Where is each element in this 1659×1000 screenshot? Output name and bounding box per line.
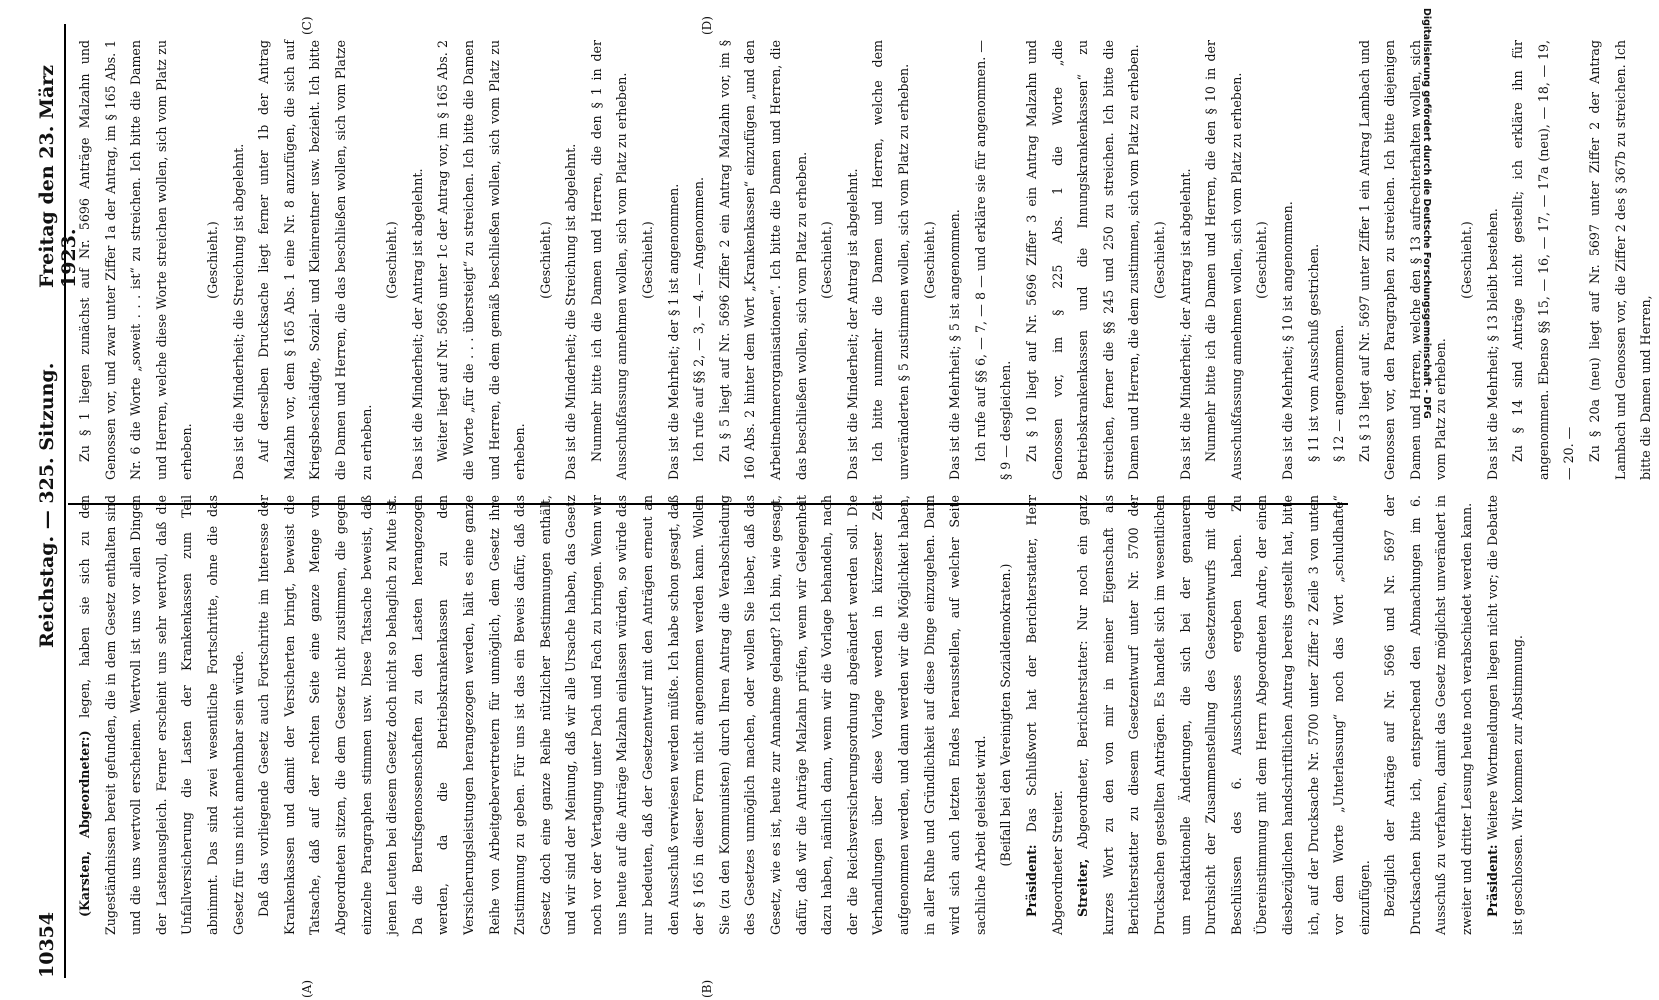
paragraph-text: Ich bitte nunmehr die Damen und Herren, welche dem unveränderten § 5 zustimmen wollen, sich vom Platz zu erheben. xyxy=(870,40,911,480)
speaker-name: Streiter, xyxy=(1075,858,1091,917)
paragraph-text: Zu § 20a (neu) liegt auf Nr. 5697 unter Ziffer 2 der Antrag Lambach und Genossen vor, die Ziffer 2 des § 367b zu streichen. Ich bitte die Damen und Herren, xyxy=(1587,40,1654,480)
paragraph xyxy=(865,40,916,480)
stage-direction: (Geschieht.) xyxy=(204,221,220,299)
paragraph-text: Nunmehr bitte ich die Damen und Herren, die den § 1 in der Ausschußfassung annehmen wollen, sich vom Platz zu erheben. xyxy=(588,40,630,480)
paragraph xyxy=(1480,495,1531,935)
stage-direction: (Geschieht.) xyxy=(537,221,553,299)
paragraph xyxy=(1301,40,1327,480)
result-line: Das ist die Mehrheit; § 10 ist angenommen. xyxy=(1279,201,1295,480)
stage-direction: (Geschieht.) xyxy=(921,221,937,299)
result-line: Das ist die Mehrheit; der § 1 ist angenommen. xyxy=(665,183,681,480)
paragraph-text: Ich rufe auf §§ 6, — 7, — 8 — und erkläre sie für angenommen. — § 9 — desgleichen. xyxy=(972,40,1014,480)
session-date: Freitag den 23. März 1923. xyxy=(36,64,80,288)
paragraph xyxy=(968,40,1019,480)
stage-direction: (Geschieht.) xyxy=(1254,221,1270,299)
page-number: 10354 xyxy=(36,911,58,978)
margin-mark-a: (A) xyxy=(300,979,314,998)
result-line: Das ist die Mehrheit; § 5 ist angenommen. xyxy=(947,209,963,480)
stage-direction: (Beifall bei den Vereinigten Sozialdemokraten.) xyxy=(998,563,1014,867)
paragraph-text: Nunmehr bitte ich die Damen und Herren, die den § 10 in der Ausschußfassung annehmen wollen, sich vom Platz zu erheben. xyxy=(1203,40,1244,480)
paragraph-text: Daß das vorliegende Gesetz auch Fortschritte im Interesse der Krankenkassen und damit der Versicherten bringt, beweist die Tatsache, daß auf der rechten Seite eine ganze Menge von Abgeordneten sitzen, die dem Gesetz nicht zustimmen, die gegen einzelne Paragraphen stimmen usw. Diese Tatsache beweist, daß jenen Leuten bei diesem Gesetz doch nicht so behaglich zu Mute ist. Da die Berufsgenossenschaften zu den Lasten herangezogen werden, da die Betriebskrankenkassen zu den Versicherungsleistungen herangezogen werden, hält es eine ganze Reihe von Arbeitgebervertretern für unmöglich, dem Gesetz ihre Zustimmung zu geben. Für uns ist das ein Beweis dafür, daß das Gesetz doch eine ganze Reihe nützlicher Bestimmungen enthält, und wir sind der Meinung, daß wir alle Ursache haben, das Gesetz noch vor der Vertagung unter Dach und Fach zu bringen. Wenn wir uns heute auf die Anträge Malzahn einlassen würden, so würde das nur bedeuten, daß der Gesetzentwurf mit den Anträgen erneut an den Ausschuß verwiesen werden müßte. Ich habe schon gesagt, daß der § 165 in dieser Form nicht angenommen werden kann. Wollen Sie (zu den Kommunisten) durch Ihren Antrag die Verabschiedung des Gesetzes unmöglich machen, oder wollen Sie lieber, daß das Gesetz, wie es ist, heute zur Annahme gelangt? Ich bin, wie gesagt, dafür, daß wir die Anträge Malzahn prüfen, wenn wir Gelegenheit dazu haben, nämlich dann, wenn wir die Vorlage behandeln, nach der die Reichsversicherungsordnung abgeändert werden soll. Die Verhandlungen über diese Vorlage werden in kürzester Zeit aufgenommen werden, und dann werden wir die Möglichkeit haben, in aller Ruhe und Gründlichkeit auf diese Dinge einzugehen. Dann wird sich auch letzten Endes herausstellen, auf welcher Seite sachliche Arbeit geleistet wird. xyxy=(256,495,988,935)
paragraph-text: Zu § 14 sind Anträge nicht gestellt; ich erkläre ihn für angenommen. Ebenso §§ 15, — 16, — 17, — 17a (neu), — 18, — 19, — 20. — xyxy=(1510,40,1577,480)
paragraph xyxy=(1070,495,1377,935)
paragraph-text: Auf derselben Drucksache liegt ferner unter 1b der Antrag Malzahn vor, dem § 165 Abs. 1 eine Nr. 8 anzufügen, die sich auf Kriegsbeschädigte, Sozial- und Kleinrentner usw. bezieht. Ich bitte die Damen und Herren, die das beschließen wollen, sich vom Platze zu erheben. xyxy=(256,40,374,480)
paragraph xyxy=(686,40,712,480)
paragraph-text: Zu § 1 liegen zunächst auf Nr. 5696 Anträge Malzahn und Genossen vor, und zwar unter Ziffer 1a der Antrag, im § 165 Abs. 1 Nr. 6 die Worte „soweit . . . ist“ zu streichen. Ich bitte die Damen und Herren, welche diese Worte streichen wollen, sich vom Platz zu erheben. xyxy=(77,40,195,480)
result-line: Das ist die Minderheit; die Streichung ist abgelehnt. xyxy=(563,143,579,480)
paragraph-text: Weiter liegt auf Nr. 5696 unter 1c der Antrag vor, im § 165 Abs. 2 die Worte „für die . . . übersteigt“ zu streichen. Ich bitte die Damen und Herren, die dem gemäß beschließen wollen, sich vom Platz zu erheben. xyxy=(435,40,528,480)
paragraph-text: § 11 ist vom Ausschuß gestrichen. xyxy=(1305,243,1321,462)
paragraph-text: Zu § 13 liegt auf Nr. 5697 unter Ziffer 1 ein Antrag Lambach und Genossen vor, den Paragraphen zu streichen. Ich bitte diejenigen Damen und Herren, welche den § 13 aufrechterhalten wollen, sich vom Platz zu erheben. xyxy=(1356,40,1449,480)
paragraph xyxy=(1582,40,1659,480)
paragraph-text: Das Schlußwort hat der Berichterstatter, Herr Abgeordneter Streiter. xyxy=(1023,495,1065,935)
paragraph-text: Zu § 10 liegt auf Nr. 5696 Ziffer 3 ein Antrag Malzahn und Genossen vor, im § 225 Abs. 1 die Worte „die Betriebskrankenkassen und die Innungskrankenkassen“ zu streichen, ferner die §§ 245 und 250 zu streichen. Ich bitte die Damen und Herren, die dem zustimmen, sich vom Platz zu erheben. xyxy=(1023,40,1142,480)
paragraph xyxy=(1198,40,1249,480)
paragraph xyxy=(430,40,532,480)
paragraph xyxy=(1019,40,1147,480)
speaker-name: Präsident: xyxy=(1484,844,1500,917)
paragraph xyxy=(1326,40,1352,480)
paragraph xyxy=(584,40,635,480)
paragraph-text: § 12 — angenommen. xyxy=(1331,324,1347,462)
paragraph xyxy=(72,40,200,480)
stage-direction: (Geschieht.) xyxy=(1459,221,1475,299)
digitization-credit xyxy=(1418,8,1432,988)
speaker-name: (Karsten, Abgeordneter:) xyxy=(77,730,92,917)
page-header xyxy=(34,24,80,978)
margin-mark-d: (D) xyxy=(700,16,714,35)
result-line: Das ist die Minderheit; der Antrag ist abgelehnt. xyxy=(409,168,425,480)
stage-direction: (Geschieht.) xyxy=(384,221,400,299)
result-line: Das ist die Minderheit; die Streichung ist abgelehnt. xyxy=(230,143,246,480)
session-title: Reichstag. — 325. Sitzung. xyxy=(36,362,58,648)
left-text-column xyxy=(72,495,1526,935)
stage-direction: (Geschieht.) xyxy=(640,221,656,299)
column-divider xyxy=(68,503,1348,505)
stage-direction: (Geschieht.) xyxy=(819,221,835,299)
margin-mark-c: (C) xyxy=(300,16,314,35)
paragraph-text: Bezüglich der Anträge auf Nr. 5696 und Nr. 5697 der Drucksachen bitte ich, entsprechend den Abmachungen im 6. Ausschuß zu verfahren, damit das Gesetz möglichst unverändert in zweiter und dritter Lesung heute noch verabschiedet werden kann. xyxy=(1382,495,1475,935)
margin-mark-b: (B) xyxy=(700,979,714,998)
paragraph-text: legen, haben sie sich zu den Zugeständnissen bereit gefunden, die in dem Gesetz enthalten sind und die uns wertvoll erscheinen. Wertvoll ist uns vor allen Dingen der Lastenausgleich. Ferner erscheint uns sehr wertvoll, daß die Unfallversicherung die Lasten der Krankenkassen zum Teil abnimmt. Das sind zwei wesentliche Fortschritte, ohne die das Gesetz für uns nicht annehmbar sein würde. xyxy=(77,495,246,935)
paragraph xyxy=(72,495,251,935)
paragraph-text: Abgeordneter, Berichterstatter: Nur noch ein ganz kurzes Wort zu den von mir in meiner Eigenschaft als Berichterstatter zu diesem Gesetzentwurf unter Nr. 5700 der Drucksachen gestellten Anträgen. Es handelt sich im wesentlichen um redaktionelle Änderungen, die sich bei der genaueren Durchsicht der Zusammenstellung des Gesetzentwurfs mit den Beschlüssen des 6. Ausschusses ergeben haben. Zu Übereinstimmung mit dem Herrn Abgeordneten Andre, der einen diesbezüglichen handschriftlichen Antrag bereits gestellt hat, bitte ich, auf der Drucksache Nr. 5700 unter Ziffer 2 Zeile 3 von unten vor dem Worte „Unterlassung“ noch das Wort „schuldhafte“ einzufügen. xyxy=(1075,495,1372,935)
result-line: Das ist die Mehrheit; § 13 bleibt bestehen. xyxy=(1484,208,1500,480)
paragraph xyxy=(1505,40,1582,480)
paragraph xyxy=(712,40,814,480)
paragraph xyxy=(1019,495,1070,935)
result-line: Das ist die Minderheit; der Antrag ist abgelehnt. xyxy=(844,168,860,480)
paragraph xyxy=(1352,40,1454,480)
credit-text: Digitalisierung gefördert durch die Deutsche Forschungsgemeinschaft - DFG xyxy=(1421,8,1432,419)
paragraph-text: Weitere Wortmeldungen liegen nicht vor; die Debatte ist geschlossen. Wir kommen zur Abstimmung. xyxy=(1484,495,1526,935)
speaker-name: Präsident: xyxy=(1023,844,1039,917)
paragraph xyxy=(251,495,993,935)
result-line: Das ist die Minderheit; der Antrag ist abgelehnt. xyxy=(1177,168,1193,480)
stage-direction: (Geschieht.) xyxy=(1151,221,1167,299)
paragraph-text: Zu § 5 liegt auf Nr. 5696 Ziffer 2 ein Antrag Malzahn vor, im § 160 Abs. 2 hinter dem Wort „Krankenkassen“ einzufügen „und den Arbeitnehmerorganisationen“. Ich bitte die Damen und Herren, die das beschließen wollen, sich vom Platz zu erheben. xyxy=(716,40,809,480)
paragraph-text: Ich rufe auf §§ 2, — 3, — 4. — Angenommen. xyxy=(691,177,707,462)
paragraph xyxy=(251,40,379,480)
